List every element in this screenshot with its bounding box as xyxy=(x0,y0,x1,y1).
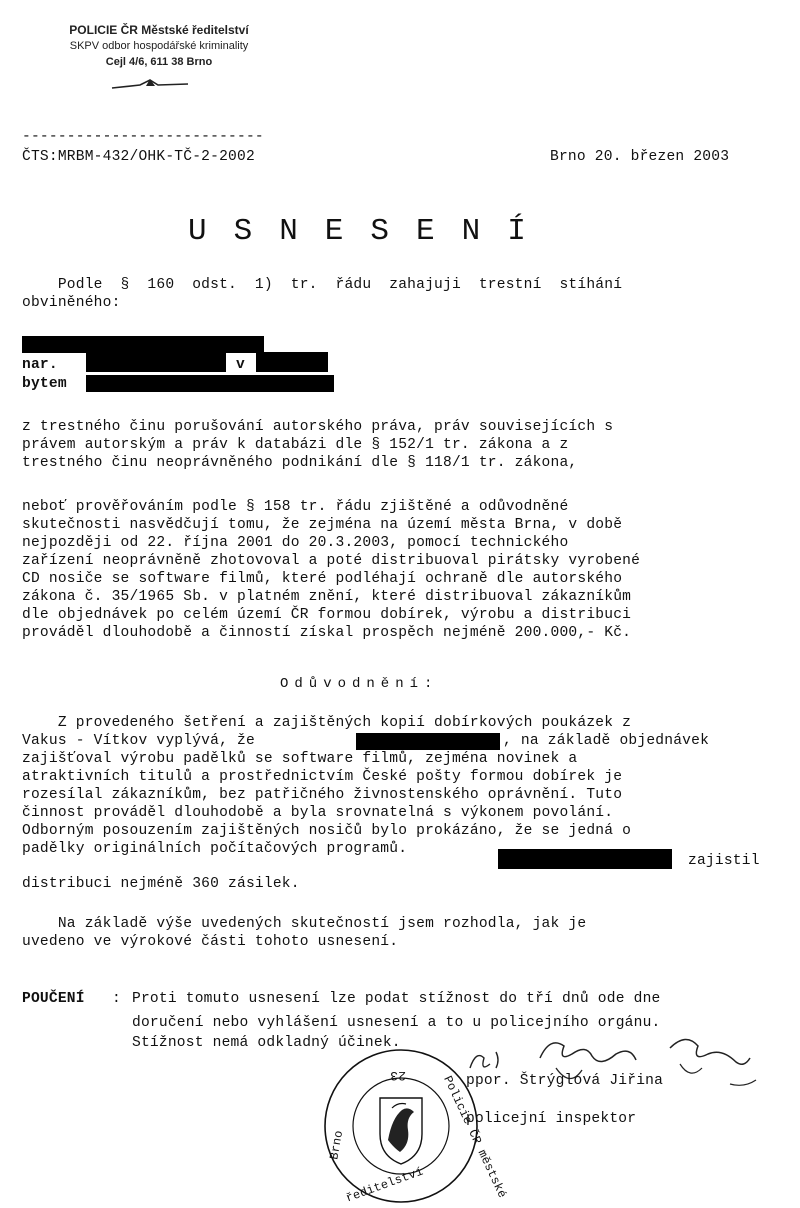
letterhead-line-3: Cejl 4/6, 611 38 Brno xyxy=(105,56,213,68)
stamp-coat-of-arms-icon xyxy=(380,1098,422,1164)
justification-line-4: atraktivních titulů a prostřednictvím České pošty formou dobírek je xyxy=(22,769,623,785)
residence-label: bytem xyxy=(22,376,67,392)
justification-line-9: distribuci nejméně 360 zásilek. xyxy=(22,876,300,892)
charge-line-1: z trestného činu porušování autorského práva, práv souvisejících s xyxy=(22,419,614,435)
birth-label: nar. xyxy=(22,357,58,373)
signatory-name: ppor. Štrýglová Jiřina xyxy=(466,1073,664,1089)
letterhead-line-1: POLICIE ČR Městské ředitelství xyxy=(69,23,249,37)
because-line-2: skutečnosti nasvědčují tomu, že zejména na území města Brna, v době xyxy=(22,517,623,533)
because-line-4: zařízení neoprávněně zhotovoval a poté distribuoval pirátsky vyrobené xyxy=(22,553,641,569)
because-line-7: dle objednávek po celém území ČR formou dobírek, výrobu a distribuci xyxy=(22,607,632,623)
notice-line-3: Stížnost nemá odkladný účinek. xyxy=(132,1035,401,1051)
justification-line-2b: , na základě objednávek xyxy=(503,733,710,749)
charge-line-2: právem autorským a práv k databázi dle § 152/1 tr. zákona a z xyxy=(22,437,569,453)
because-line-5: CD nosiče se software filmů, které podléhají ochraně dle autorského xyxy=(22,571,623,587)
justification-line-7: Odborným posouzením zajištěných nosičů bylo prokázáno, že se jedná o xyxy=(22,823,632,839)
intro-line-1: Podle § 160 odst. 1) tr. řádu zahajuji trestní stíhání xyxy=(22,277,623,293)
because-line-1: neboť prověřováním podle § 158 tr. řádu zjištěné a odůvodněné xyxy=(22,499,569,515)
stamp-right-text: Policie ČR městské xyxy=(440,1073,510,1201)
justification-line-8b: zajistil xyxy=(688,853,760,869)
justification-heading: Odůvodnění: xyxy=(280,676,439,692)
notice-line-1: Proti tomuto usnesení lze podat stížnost do tří dnů ode dne xyxy=(132,991,661,1007)
divider-dashes: --------------------------- xyxy=(22,129,264,145)
charge-line-3: trestného činu neoprávněného podnikání dle § 118/1 tr. zákona, xyxy=(22,455,578,471)
redacted-suspect-2 xyxy=(498,849,672,869)
document-date: Brno 20. březen 2003 xyxy=(550,149,730,165)
stamp-number: 23 xyxy=(390,1068,407,1084)
conclusion-line-1: Na základě výše uvedených skutečností jsem rozhodla, jak je xyxy=(22,916,587,932)
because-line-3: nejpozději od 22. října 2001 do 20.3.2003, pomocí technického xyxy=(22,535,569,551)
redacted-name xyxy=(22,336,264,353)
because-line-6: zákona č. 35/1965 Sb. v platném znění, které distribuoval zákazníkům xyxy=(22,589,632,605)
justification-line-5: rozesílal zákazníkům, bez patřičného živnostenského oprávnění. Tuto xyxy=(22,787,623,803)
document-title: USNESENÍ xyxy=(188,214,553,249)
notice-label: POUČENÍ xyxy=(22,991,85,1007)
letterhead-line-2: SKPV odbor hospodářské kriminality xyxy=(69,40,249,52)
intro-line-2: obviněného: xyxy=(22,295,121,311)
redacted-birth-date xyxy=(86,352,226,372)
reference-number: ČTS:MRBM-432/OHK-TČ-2-2002 xyxy=(22,149,255,165)
stamp-bottom-text: ředitelství xyxy=(344,1164,426,1206)
signatory-role: policejní inspektor xyxy=(466,1111,637,1127)
justification-line-8a: padělky originálních počítačových programů. xyxy=(22,841,408,857)
notice-line-2: doručení nebo vyhlášení usnesení a to u policejního orgánu. xyxy=(132,1015,661,1031)
justification-line-1: Z provedeného šetření a zajištěných kopií dobírkových poukázek z xyxy=(22,715,632,731)
justification-line-2a: Vakus - Vítkov vyplývá, že xyxy=(22,733,255,749)
redacted-birth-place xyxy=(256,352,328,372)
stamp-left-text: Brno xyxy=(327,1129,347,1161)
letterhead-emblem-icon xyxy=(110,76,190,92)
redacted-suspect-1 xyxy=(356,733,500,750)
birth-place-prefix: v xyxy=(236,357,245,373)
because-line-8: prováděl dlouhodobě a činností získal prospěch nejméně 200.000,- Kč. xyxy=(22,625,632,641)
conclusion-line-2: uvedeno ve výrokové části tohoto usnesení. xyxy=(22,934,399,950)
redacted-residence xyxy=(86,375,334,392)
justification-line-3: zajišťoval výrobu padělků se software filmů, zejména novinek a xyxy=(22,751,578,767)
letterhead xyxy=(50,22,268,70)
justification-line-6: činnost prováděl dlouhodobě a byla srovnatelná s výkonem povolání. xyxy=(22,805,614,821)
notice-colon: : xyxy=(112,991,121,1007)
